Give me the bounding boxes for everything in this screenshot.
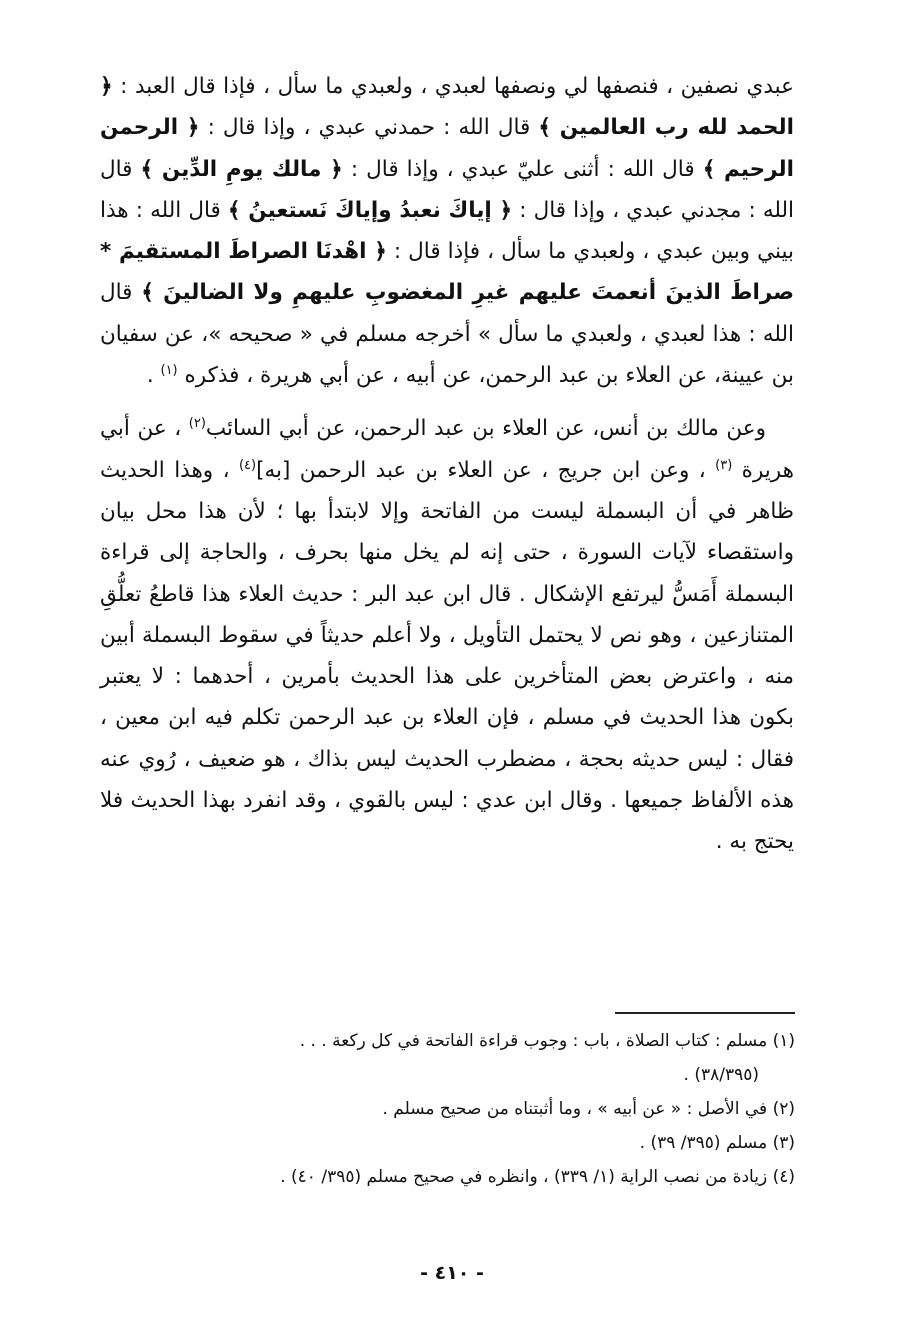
- text-run: ، وهذا الحديث ظاهر في أن البسملة ليست من الفاتحة وإلا لابتدأ بها ؛ لأن هذا محل بيان واستقصاء لآيات السورة ، حتى إنه لم يخل منها بحرف ، والحاجة إلى قراءة البسملة أَمَسُّ ليرتفع الإشكال . قال ابن عبد البر : حديث العلاء هذا قاطعُ تعلُّقِ المتنازعين ، وهو نص لا يحتمل التأويل ، ولا أعلم حديثاً في سقوط البسملة أبين منه ، واعترض بعض المتأخرين على هذا الحديث بأمرين ، أحدهما : لا يعتبر بكون هذا الحديث في مسلم ، فإن العلاء بن عبد الرحمن تكلم فيه ابن معين ، فقال : ليس حديثه بحجة ، مضطرب الحديث ليس بذاك ، هو ضعيف ، رُوي عنه هذه الألفاظ جميعها . وقال ابن عدي : ليس بالقوي ، وقد انفرد بهذا الحديث فلا يحتج به .: [100, 457, 794, 855]
- quran-quote: ﴿ اهْدنَا الصراطَ المستقيمَ * صراطَ الذينَ أنعمتَ عليهم غيرِ المغضوبِ عليهمِ ولا الضالينَ ﴾: [100, 239, 794, 306]
- footnote-divider: [615, 1012, 795, 1014]
- text-run: ، وعن ابن جريج ، عن العلاء بن عبد الرحمن [به]: [256, 457, 716, 483]
- footnote-3: (٣) مسلم (٣٩٥/ ٣٩) .: [639, 1133, 795, 1153]
- footnote-ref-4[interactable]: (٤): [238, 457, 257, 473]
- text-run: قال الله : هذا بيني وبين عبدي ، ولعبدي ما سأل ، فإذا قال :: [100, 197, 794, 265]
- text-run: عبدي نصفين ، فنصفها لي ونصفها لعبدي ، ولعبدي ما سأل ، فإذا قال العبد :: [112, 74, 794, 99]
- text-run: وعن مالك بن أنس، عن العلاء بن عبد الرحمن، عن أبي السائب: [205, 416, 767, 442]
- quran-quote: ﴿ مالك يومِ الدِّين ﴾: [140, 156, 343, 182]
- quran-quote: ﴿ إياكَ نعبدُ وإياكَ نَستعينُ ﴾: [227, 197, 513, 223]
- quran-quote: ﴿ الرحمن الرحيم ﴾: [100, 115, 794, 182]
- paragraph-1: [100, 66, 794, 396]
- text-run: قال الله : حمدني عبدي ، وإذا قال :: [199, 115, 539, 141]
- footnote-ref-3[interactable]: (٣): [715, 457, 733, 473]
- text-run: قال الله : هذا لعبدي ، ولعبدي ما سأل » أخرجه مسلم في « صحيحه »، عن سفيان بن عيينة، عن العلاء بن عبد الرحمن، عن أبيه ، عن أبي هريرة ، فذكره: [100, 280, 794, 389]
- footnotes: [155, 1024, 795, 1194]
- text-run: قال الله : أثنى عليّ عبدي ، وإذا قال :: [342, 156, 703, 182]
- footnote-1: (١) مسلم : كتاب الصلاة ، باب : وجوب قراءة الفاتحة في كل ركعة . . .: [299, 1031, 795, 1051]
- text-run: .: [146, 363, 161, 389]
- quran-quote: ﴿ الحمد لله رب العالمين ﴾: [100, 74, 794, 141]
- footnote-2: (٢) في الأصل : « عن أبيه » ، وما أثبتناه من صحيح مسلم .: [382, 1099, 795, 1119]
- footnote-4: (٤) زيادة من نصب الراية (١/ ٣٣٩) ، وانظره في صحيح مسلم (٣٩٥/ ٤٠) .: [280, 1167, 795, 1187]
- page-number: - ٤١٠ -: [420, 1262, 484, 1284]
- footnote-ref-2[interactable]: (٢): [188, 416, 206, 432]
- footnote-ref-1[interactable]: (١): [160, 362, 178, 378]
- footnote-1-continuation: (٣٨/٣٩٥) .: [683, 1065, 759, 1085]
- text-run: قال الله : مجدني عبدي ، وإذا قال :: [100, 156, 795, 223]
- text-run: ، عن أبي هريرة: [100, 416, 794, 483]
- paragraph-2: [100, 408, 794, 862]
- main-text: [100, 66, 794, 863]
